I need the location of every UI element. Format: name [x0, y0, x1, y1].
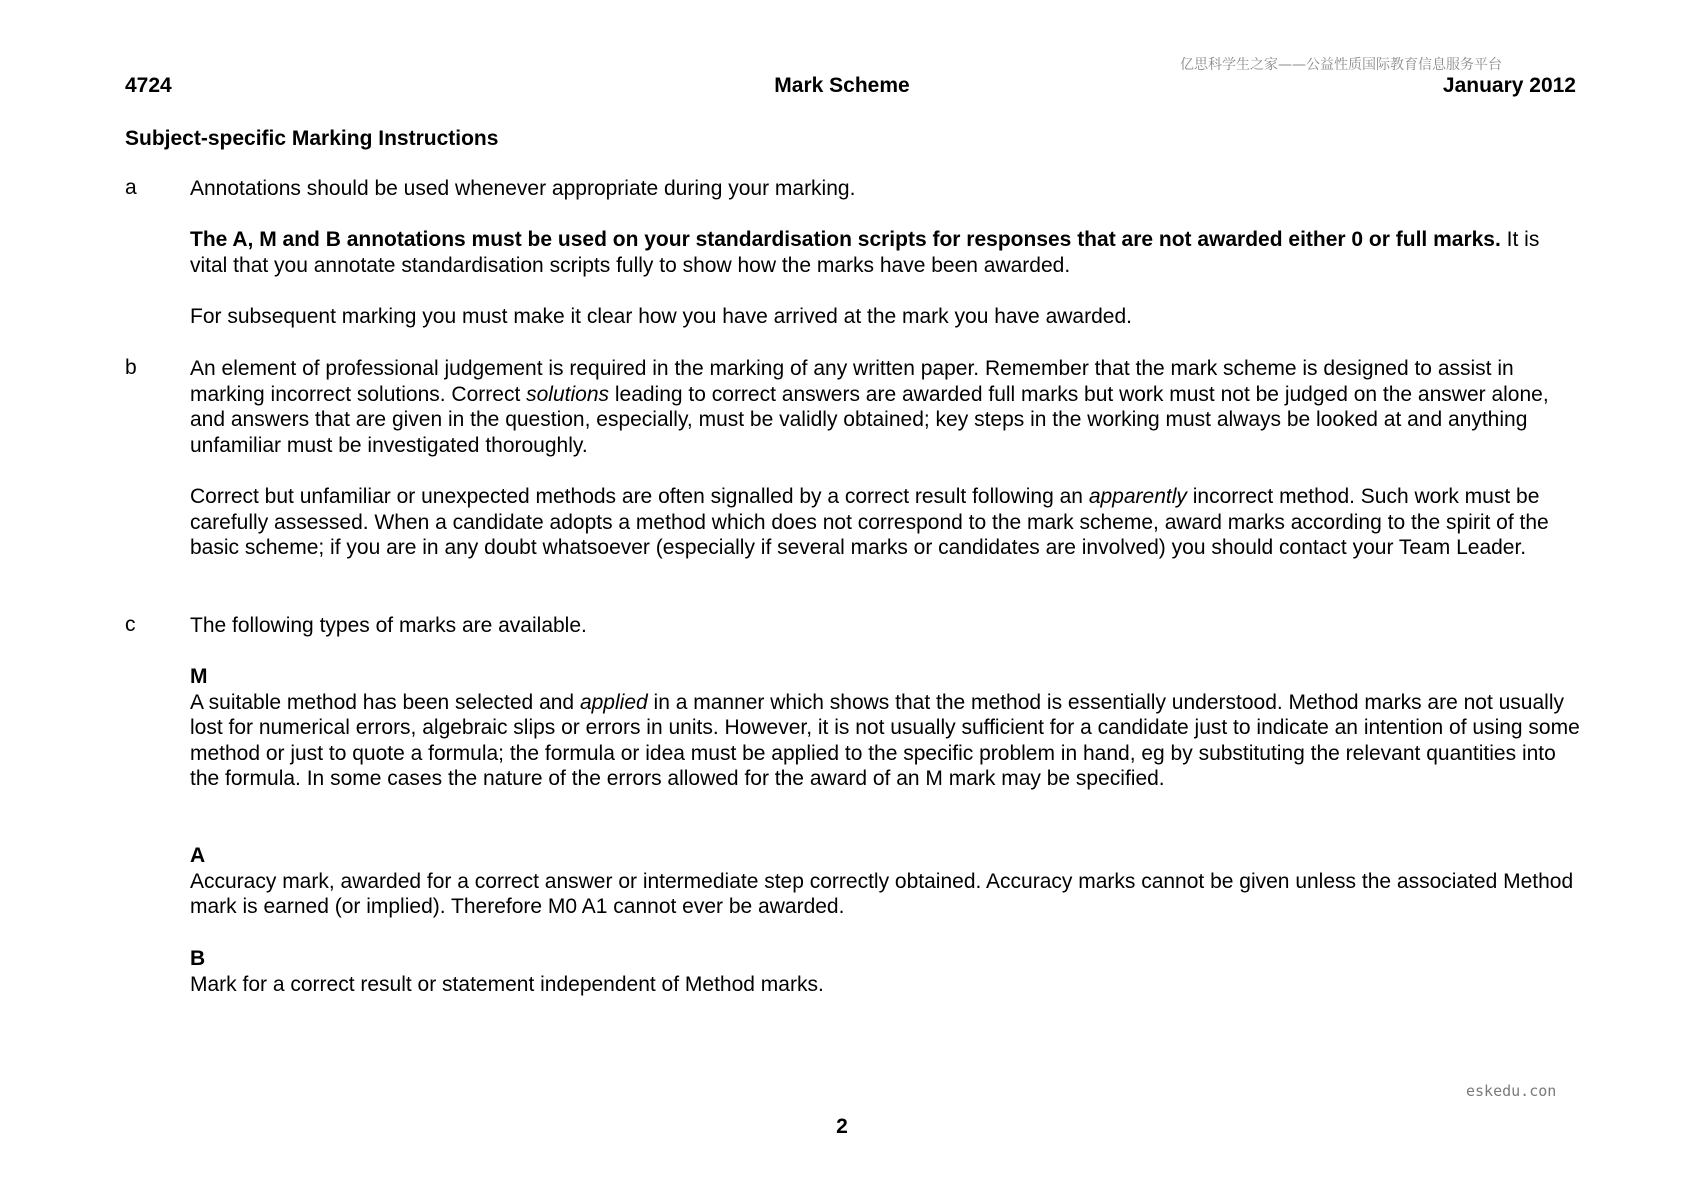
- item-c-intro-text: The following types of marks are available.: [190, 614, 587, 637]
- item-a-para-1: [190, 176, 1580, 202]
- item-b-italic-1: solutions: [526, 382, 610, 406]
- mark-type-b-heading: B: [190, 947, 206, 970]
- mark-type-a-text: Accuracy mark, awarded for a correct answer or intermediate step correctly obtained. Accuracy marks cannot be given unless the associated Method mark is earned (or implied). Therefore M0 A1 cannot ever be awarded.: [190, 869, 1574, 918]
- header-code: 4724: [125, 74, 172, 97]
- item-b-text-1a: An element of professional judgement is required in the marking of any written paper. Remember that the mark scheme is designed to assist in marking incorrect solutions. Correct: [190, 357, 1514, 406]
- watermark-top: 亿思科学生之家——公益性质国际教育信息服务平台: [1180, 57, 1502, 73]
- item-marker-c: c: [125, 613, 136, 636]
- mark-type-m-text: [190, 690, 1580, 792]
- item-b-italic-2: apparently: [1088, 485, 1187, 508]
- item-b-para-2: [190, 484, 1580, 561]
- mark-type-m-text-b: in a manner which shows that the method is essentially understood. Method marks are not usually lost for numerical errors, algebraic slips or errors in units. However, it is not usually sufficient for a candidate just to indicate an intention of using some method or just to quote a formula; the formula or idea must be applied to the specific problem in hand, eg by substituting the relevant quantities into the formula. In some cases the nature of the errors allowed for the award of an M mark may be specified.: [190, 690, 1580, 790]
- mark-type-m-heading: M: [190, 665, 208, 688]
- item-marker-a: a: [125, 176, 137, 199]
- item-b-text-2a: Correct but unfamiliar or unexpected methods are often signalled by a correct result following an: [190, 485, 1089, 508]
- item-b-text-2b: incorrect method. Such work must be carefully assessed. When a candidate adopts a method which does not correspond to the mark scheme, award marks according to the spirit of the basic scheme; if you are in any doubt whatsoever (especially if several marks or candidates are involved) you should contact your Team Leader.: [190, 485, 1549, 559]
- header-date: January 2012: [1442, 74, 1576, 97]
- item-marker-b: b: [125, 356, 137, 379]
- mark-type-a: [190, 843, 1580, 920]
- mark-type-m-text-a: A suitable method has been selected and: [190, 690, 580, 714]
- item-a-text-2-rest: It is vital that you annotate standardisation scripts fully to show how the marks have been awarded.: [190, 228, 1540, 277]
- page-number: 2: [836, 1115, 848, 1138]
- item-b-para-1: [190, 356, 1580, 458]
- item-a-text-3: For subsequent marking you must make it clear how you have arrived at the mark you have awarded.: [190, 305, 1132, 328]
- item-b-text-1b: leading to correct answers are awarded full marks but work must not be judged on the answer alone, and answers that are given in the question, especially, must be validly obtained; key steps in the working must always be looked at and anything unfamiliar must be investigated thoroughly.: [190, 382, 1549, 457]
- mark-type-a-heading: A: [190, 844, 206, 867]
- item-a-para-2: [190, 227, 1580, 278]
- mark-type-m-italic: applied: [579, 690, 648, 714]
- item-a-text-2: [190, 227, 1580, 278]
- item-a-para-3: [190, 304, 1580, 330]
- item-a-bold-text: The A, M and B annotations must be used on your standardisation scripts for responses that are not awarded either 0 or full marks.: [190, 228, 1501, 251]
- item-b-text-1: [190, 356, 1580, 458]
- header-title: Mark Scheme: [774, 74, 910, 97]
- section-title: Subject-specific Marking Instructions: [125, 127, 499, 150]
- item-a-text-1: Annotations should be used whenever appropriate during your marking.: [190, 177, 856, 200]
- mark-type-b-text: Mark for a correct result or statement independent of Method marks.: [190, 972, 824, 996]
- mark-type-m: [190, 664, 1580, 792]
- mark-type-b: [190, 946, 1580, 997]
- watermark-bottom: eskedu.con: [1466, 1082, 1557, 1100]
- item-b-text-2: [190, 484, 1580, 561]
- item-c-intro: [190, 613, 1580, 639]
